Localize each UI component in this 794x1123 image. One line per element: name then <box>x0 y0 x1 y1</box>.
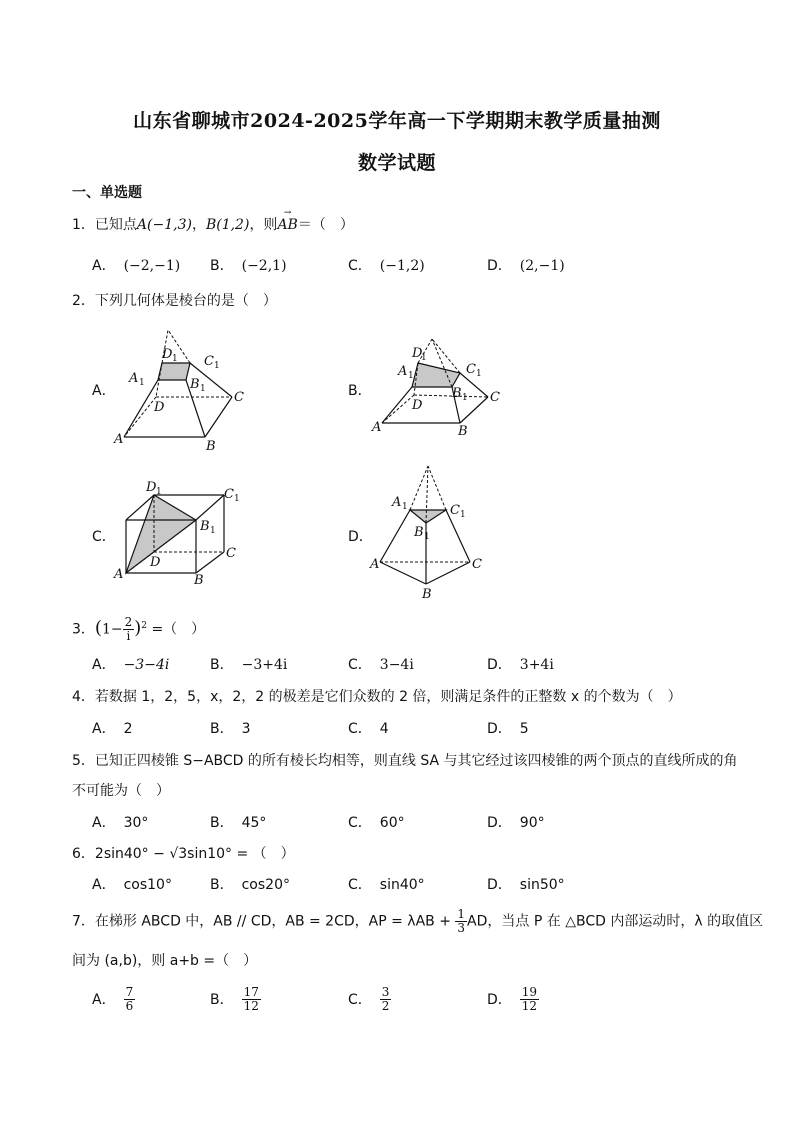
q4-option-a-label: A． <box>92 721 116 737</box>
question-5-line-2: 不可能为（ ） <box>72 783 170 799</box>
question-7-line-1 <box>72 908 763 935</box>
q6-option-c-value: sin40° <box>379 877 425 893</box>
q6-option-b-label: B． <box>210 877 234 893</box>
label-B1: B <box>190 377 200 392</box>
q3-option-b <box>210 654 287 674</box>
q2-option-d-label: D． <box>348 529 373 545</box>
svg-text:1: 1 <box>210 526 216 536</box>
q7-option-c-label: C． <box>348 991 372 1008</box>
q7-option-b-frac <box>242 986 261 1013</box>
label-C: C <box>234 390 244 405</box>
q3-option-d <box>487 654 554 674</box>
q7-option-c <box>348 986 391 1013</box>
q3-frac-num: 2 <box>124 615 133 629</box>
q3-frac-den: i <box>126 629 131 643</box>
q7-option-b-den: 12 <box>243 999 259 1013</box>
q4-option-c-value: 4 <box>379 721 389 737</box>
q3-option-a-value: −3−4i <box>123 657 170 673</box>
q1-option-d-label: D． <box>487 258 512 274</box>
svg-text:1: 1 <box>421 353 427 363</box>
q7-option-d-den: 12 <box>521 999 538 1013</box>
label-C: C <box>226 546 236 561</box>
q7-option-a-frac <box>124 986 136 1013</box>
q4-option-d-value: 5 <box>519 721 529 737</box>
label-A: A <box>370 557 380 572</box>
q1-option-b-label: B． <box>210 258 234 274</box>
label-D1: D <box>162 347 173 362</box>
svg-text:1: 1 <box>214 361 220 371</box>
q5-option-a-value: 30° <box>123 815 149 831</box>
label-B: B <box>194 573 204 588</box>
q6-option-d-label: D． <box>487 877 512 893</box>
label-A1: A <box>392 495 402 510</box>
label-C1: C <box>204 354 214 369</box>
question-5-line-1: 5．已知正四棱锥 S−ABCD 的所有棱长均相等，则直线 SA 与其它经过该四棱锥的两个顶点的直线所成的角 <box>72 753 738 769</box>
q3-suffix: =（ ） <box>147 621 206 638</box>
question-7-line-2: 间为 (a,b)，则 a+b =（ ） <box>72 953 258 969</box>
q7-frac-den: 3 <box>457 921 466 935</box>
q3-prefix: 3． <box>72 621 95 638</box>
q4-option-a <box>92 718 133 738</box>
q3-option-a-label: A． <box>92 657 116 673</box>
page-subtitle: 数学试题 <box>357 152 436 174</box>
q1-vector: → AB <box>277 217 297 233</box>
question-3: 3．(1− $\frac{2}{i}$ )$^2$ =（ ） <box>72 615 206 643</box>
svg-text:1: 1 <box>460 510 466 520</box>
q3-option-d-value: 3+4i <box>519 657 554 673</box>
svg-text:1: 1 <box>234 494 240 504</box>
question-2: 2．下列几何体是棱台的是（ ） <box>72 293 277 309</box>
label-B1: B <box>414 525 424 540</box>
q6-option-d <box>487 874 565 894</box>
label-C: C <box>490 390 500 405</box>
q6-option-d-value: sin50° <box>519 877 565 893</box>
q4-option-a-value: 2 <box>123 721 133 737</box>
q5-option-c-value: 60° <box>379 815 405 831</box>
section-heading: 一、单选题 <box>72 185 142 201</box>
q2-option-c-label: C． <box>92 529 116 545</box>
q7-option-b-num: 17 <box>243 985 259 999</box>
q5-option-a-label: A． <box>92 815 116 831</box>
svg-text:1: 1 <box>139 378 145 388</box>
q1-option-b-value: (−2,1) <box>241 258 287 274</box>
q1-option-c-value: (−1,2) <box>379 258 425 274</box>
q6-option-a-value: cos10° <box>123 877 172 893</box>
q7-stem-b: AD，当点 P 在 △BCD 内部运动时，λ 的取值区 <box>467 913 764 930</box>
q5-option-d <box>487 812 545 832</box>
q2-figure-b <box>370 335 510 440</box>
q1-stem-a: 1．已知点 <box>72 217 137 233</box>
q2-option-a-label: A． <box>92 383 116 399</box>
svg-text:1: 1 <box>200 384 206 394</box>
q1-option-a <box>92 255 180 275</box>
q1-stem-c: ＝（ ） <box>297 217 354 233</box>
label-B: B <box>206 439 216 454</box>
page-title: 山东省聊城市2024-2025学年高一下学期期末教学质量抽测 <box>133 110 661 132</box>
q5-option-a <box>92 812 148 832</box>
label-D1: D <box>146 480 157 495</box>
q6-option-b <box>210 874 290 894</box>
q7-option-a-num: 7 <box>125 985 134 999</box>
q1-option-d <box>487 255 565 275</box>
q5-option-b <box>210 812 266 832</box>
q1-stem-b: ，则 <box>249 217 278 233</box>
q4-option-b-value: 3 <box>241 721 251 737</box>
q5-option-c-label: C． <box>348 815 372 831</box>
label-A: A <box>372 420 382 435</box>
label-D: D <box>150 555 161 570</box>
q1-point-a: A(−1,3) <box>136 217 192 233</box>
q3-option-c-label: C． <box>348 657 372 673</box>
q7-frac-num: 1 <box>457 907 466 921</box>
q7-option-a <box>92 986 135 1013</box>
label-B1: B <box>452 386 462 401</box>
q6-option-c <box>348 874 425 894</box>
q6-option-c-label: C． <box>348 877 372 893</box>
q7-option-c-den: 2 <box>381 999 390 1013</box>
q3-fraction <box>123 616 135 643</box>
label-C1: C <box>466 362 476 377</box>
q3-option-b-value: −3+4i <box>241 657 288 673</box>
label-B: B <box>422 587 432 602</box>
label-C: C <box>472 557 482 572</box>
q5-option-d-label: D． <box>487 815 512 831</box>
q5-option-d-value: 90° <box>519 815 545 831</box>
q2-figure-a <box>110 325 260 455</box>
q4-option-c-label: C． <box>348 721 372 737</box>
q5-option-b-value: 45° <box>241 815 267 831</box>
q4-option-b <box>210 718 251 738</box>
q2-option-b-label: B． <box>348 383 372 399</box>
q1-option-c-label: C． <box>348 258 372 274</box>
q3-option-c <box>348 654 414 674</box>
label-A: A <box>114 432 124 447</box>
label-A1: A <box>129 371 139 386</box>
q4-option-d-label: D． <box>487 721 512 737</box>
question-1 <box>72 214 354 234</box>
svg-text:1: 1 <box>408 371 414 381</box>
svg-text:1: 1 <box>172 354 178 364</box>
label-C1: C <box>450 503 460 518</box>
q7-option-b-label: B． <box>210 991 234 1008</box>
q3-expr-one: 1− <box>101 621 123 638</box>
q1-option-b <box>210 255 287 275</box>
label-B1: B <box>200 519 210 534</box>
q1-option-d-value: (2,−1) <box>519 258 565 274</box>
q7-option-c-num: 3 <box>381 985 390 999</box>
q3-exponent: 2 <box>141 620 147 631</box>
q7-stem-a: 7．在梯形 ABCD 中，AB // CD，AB = 2CD，AP = λAB + <box>72 913 456 930</box>
q7-option-d-label: D． <box>487 991 512 1008</box>
q7-option-b <box>210 986 261 1013</box>
q1-sep: ， <box>191 217 206 233</box>
q2-figure-c <box>112 478 252 588</box>
svg-text:1: 1 <box>402 502 408 512</box>
q6-option-a-label: A． <box>92 877 116 893</box>
label-A1: A <box>398 364 408 379</box>
svg-text:1: 1 <box>462 393 468 403</box>
q5-option-c <box>348 812 405 832</box>
q5-option-b-label: B． <box>210 815 234 831</box>
q7-option-c-frac <box>380 986 392 1013</box>
label-D: D <box>154 400 165 415</box>
q7-option-a-den: 6 <box>125 999 134 1013</box>
svg-text:1: 1 <box>156 487 162 497</box>
label-B: B <box>458 424 468 439</box>
q1-option-a-label: A． <box>92 258 116 274</box>
q7-fraction <box>455 908 467 935</box>
q2-figure-d <box>368 462 488 602</box>
q1-option-c <box>348 255 425 275</box>
label-D: D <box>412 398 423 413</box>
q3-option-a <box>92 654 169 674</box>
q1-point-b: B(1,2) <box>205 217 250 233</box>
label-A: A <box>114 567 124 582</box>
svg-text:1: 1 <box>476 369 482 379</box>
label-C1: C <box>224 487 234 502</box>
q7-option-d <box>487 986 539 1013</box>
q4-option-b-label: B． <box>210 721 234 737</box>
q7-option-a-label: A． <box>92 991 116 1008</box>
q3-option-d-label: D． <box>487 657 512 673</box>
question-6: 6．2sin40° − √3sin10° = （ ） <box>72 846 295 862</box>
question-4: 4．若数据 1，2，5，x，2，2 的极差是它们众数的 2 倍，则满足条件的正整数 x 的个数为（ ） <box>72 689 682 705</box>
q4-option-c <box>348 718 389 738</box>
q1-option-a-value: (−2,−1) <box>123 258 181 274</box>
q4-option-d <box>487 718 529 738</box>
q3-option-c-value: 3−4i <box>379 657 414 673</box>
q7-option-d-frac <box>520 986 539 1013</box>
q3-option-b-label: B． <box>210 657 234 673</box>
label-D1: D <box>412 346 423 361</box>
q7-option-d-num: 19 <box>521 985 538 999</box>
q6-option-a <box>92 874 172 894</box>
svg-text:1: 1 <box>424 532 430 542</box>
q6-option-b-value: cos20° <box>241 877 290 893</box>
